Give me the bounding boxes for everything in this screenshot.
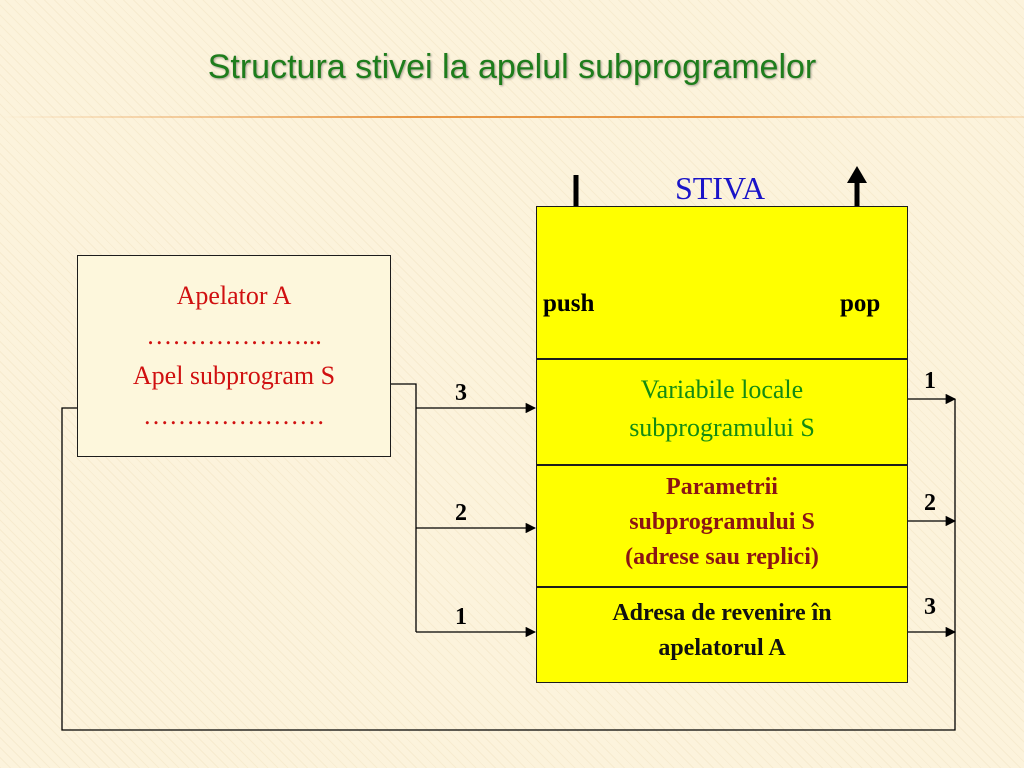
locals-line-2: subprogramului S [629, 413, 815, 442]
caller-dots-1: ………………... [146, 321, 322, 350]
caller-call-line: Apel subprogram S [132, 361, 336, 390]
pop-step-1: 1 [924, 368, 936, 394]
params-line-2: subprogramului S [629, 509, 815, 535]
return-line-2: apelatorul A [658, 635, 786, 661]
caller-box [77, 255, 391, 457]
return-line-1: Adresa de revenire în [612, 600, 832, 626]
pop-step-3: 3 [924, 594, 936, 620]
stack-cell-locals [536, 359, 908, 465]
pop-label: pop [840, 290, 881, 317]
push-connector [391, 384, 416, 632]
push-step-2: 2 [455, 500, 467, 526]
slide-title: Structura stivei la apelul subprogramelor [207, 48, 817, 86]
push-step-3: 3 [455, 380, 467, 406]
stack-label: STIVA [674, 170, 766, 206]
params-line-3: (adrese sau replici) [625, 544, 819, 570]
locals-line-1: Variabile locale [640, 375, 804, 404]
push-step-1: 1 [455, 604, 467, 630]
stack-top-cell [536, 206, 908, 359]
params-line-1: Parametrii [666, 474, 778, 500]
push-label: push [543, 290, 595, 317]
stack-cell-return [536, 587, 908, 683]
caller-dots-2: ………………… [143, 401, 325, 430]
stack-cell-params [536, 465, 908, 587]
caller-title: Apelator A [176, 281, 292, 310]
pop-arrow-head [847, 166, 867, 183]
pop-step-2: 2 [924, 490, 936, 516]
